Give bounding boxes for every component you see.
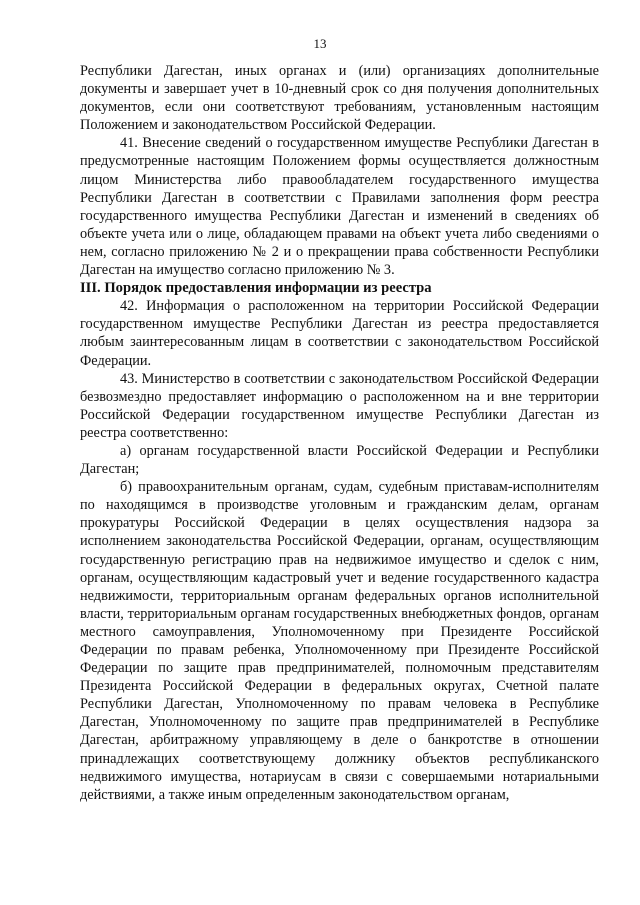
- paragraph-41: 41. Внесение сведений о государственном имуществе Республики Дагестан в предусмотренные настоящим Положением формы осуществляется должностным лицом Министерства либо правообладателем государственного имущества Республики Дагестан в соответствии с Правилами заполнения форм реестра государственного имущества Республики Дагестан и изменений в сведениях об объекте учета или о лице, обладающем правами на объект учета либо сведениями о нем, согласно приложению № 2 и о прекращении права собственности Республики Дагестан на имущество согласно приложению № 3.: [80, 135, 599, 279]
- paragraph-42: 42. Информация о расположенном на территории Российской Федерации государственном имуществе Республики Дагестан из реестра предоставляется любым заинтересованным лицам в соответствии с законодательством Российской Федерации.: [80, 298, 599, 369]
- paragraph-43: 43. Министерство в соответствии с законодательством Российской Федерации безвозмездно предоставляет информацию о расположенном на и вне территории Российской Федерации государственном имуществе Республики Дагестан из реестра соответственно:: [80, 370, 599, 441]
- paragraph-continuation: Республики Дагестан, иных органах и (или) организациях дополнительные документы и завершает учет в 10-дневный срок со дня получения дополнительных документов, если они соответствуют требованиям, установленным настоящим Положением и законодательством Российской Федерации.: [80, 63, 599, 134]
- page-content: [80, 62, 599, 804]
- paragraph-43-b: б) правоохранительным органам, судам, судебным приставам-исполнителям по находящимся в производстве уголовным и гражданским делам, органам прокуратуры Российской Федерации в целях осуществления надзора за исполнением законодательства Российской Федерации, органам, осуществляющим государственную регистрацию прав на недвижимое имущество и сделок с ним, органам, осуществляющим кадастровый учет и ведение государственного кадастра недвижимости, территориальным органам федеральных органов исполнительной власти, территориальным органам государственных внебюджетных фондов, органам местного самоуправления, Уполномоченному при Президенте Российской Федерации по правам ребенка, Уполномоченному при Президенте Российской Федерации по защите прав предпринимателей, полномочным представителям Президента Российской Федерации в федеральных округах, Счетной палате Республики Дагестан, Уполномоченному по правам человека в Республике Дагестан, Уполномоченному по защите прав предпринимателей в Республике Дагестан, арбитражному управляющему в деле о банкротстве в отношении принадлежащих соответствующему должнику объектов республиканского недвижимого имущества, нотариусам в связи с совершаемыми нотариальными действиями, а также иным определенным законодательством органам,: [80, 479, 599, 803]
- page-number: 13: [313, 36, 327, 51]
- section-heading: III. Порядок предоставления информации из реестра: [80, 280, 432, 297]
- paragraph-43-a: а) органам государственной власти Российской Федерации и Республики Дагестан;: [80, 442, 599, 478]
